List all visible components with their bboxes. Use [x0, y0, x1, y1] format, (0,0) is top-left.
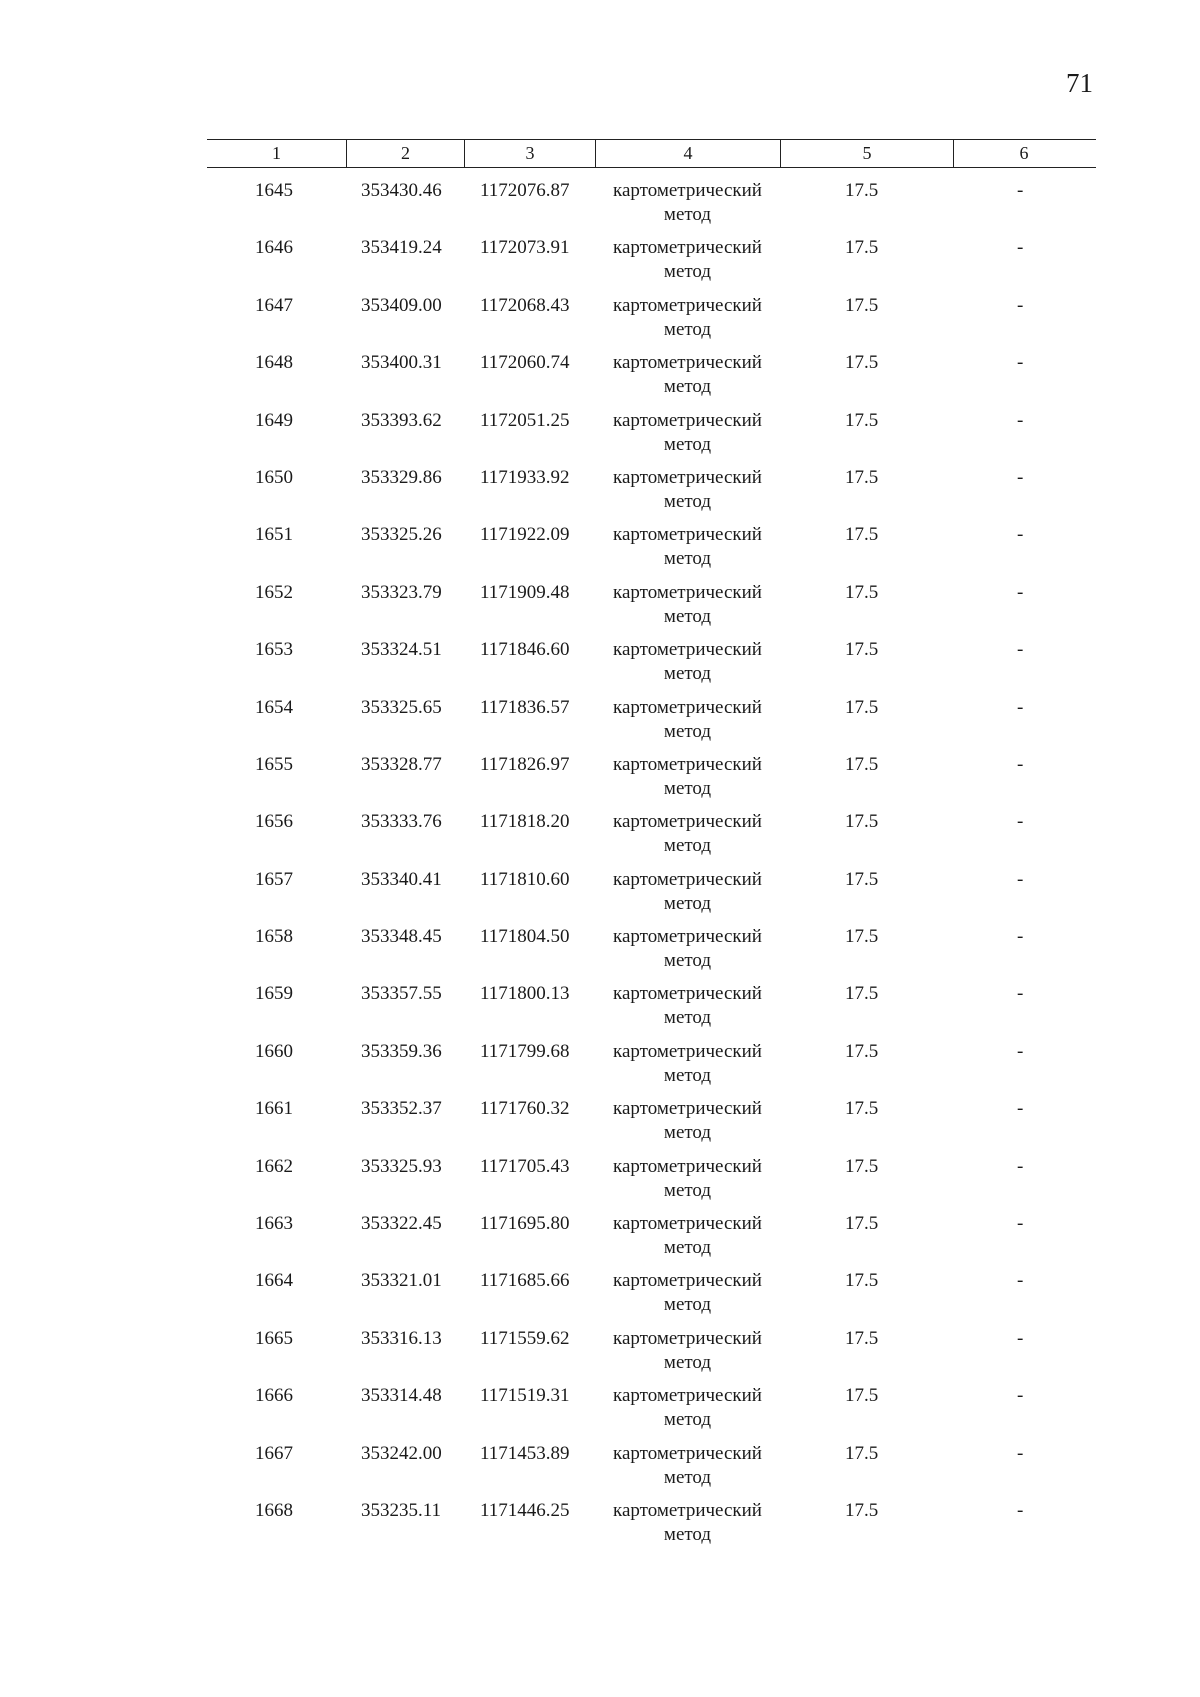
- method-line: метод: [663, 1409, 712, 1431]
- table-row: [0, 982, 1200, 1039]
- table-row: [0, 1327, 1200, 1384]
- table-row: [0, 466, 1200, 523]
- accuracy-cell: 17.5: [845, 294, 879, 316]
- y-coordinate-cell: 1171800.13: [480, 983, 570, 1005]
- header-col-4: 4: [596, 140, 781, 167]
- y-coordinate-cell: 1171810.60: [480, 868, 570, 890]
- accuracy-cell: 17.5: [845, 1442, 879, 1464]
- note-cell: -: [1017, 1155, 1024, 1177]
- accuracy-cell: 17.5: [845, 811, 879, 833]
- method-line: картометрический: [613, 180, 762, 201]
- point-number-cell: 1660: [255, 1040, 293, 1062]
- point-number-cell: 1649: [255, 409, 293, 431]
- table-row: [0, 1499, 1200, 1556]
- accuracy-cell: 17.5: [845, 1098, 879, 1120]
- method-line: метод: [663, 892, 712, 914]
- method-line: картометрический: [613, 639, 762, 661]
- accuracy-cell: 17.5: [845, 983, 879, 1005]
- method-line: картометрический: [613, 294, 762, 316]
- x-coordinate-cell: 353242.00: [361, 1442, 442, 1464]
- method-line: метод: [663, 950, 712, 972]
- table-row: [0, 1155, 1200, 1212]
- accuracy-cell: 17.5: [845, 639, 879, 661]
- method-line: метод: [663, 1294, 712, 1316]
- y-coordinate-cell: 1171453.89: [480, 1442, 570, 1464]
- accuracy-cell: 17.5: [845, 581, 879, 603]
- point-number-cell: 1664: [255, 1270, 293, 1292]
- y-coordinate-cell: 1171519.31: [480, 1385, 570, 1407]
- table-row: [0, 581, 1200, 638]
- y-coordinate-cell: 1171705.43: [480, 1155, 570, 1177]
- method-line: метод: [663, 835, 712, 857]
- method-line: метод: [663, 318, 712, 340]
- method-line: метод: [663, 1064, 712, 1086]
- table-row: [0, 696, 1200, 753]
- x-coordinate-cell: 353357.55: [361, 983, 442, 1005]
- table-header: [207, 139, 1096, 168]
- y-coordinate-cell: 1171804.50: [480, 926, 570, 948]
- note-cell: -: [1017, 352, 1024, 374]
- header-col-2: 2: [347, 140, 465, 167]
- y-coordinate-cell: 1171760.32: [480, 1098, 570, 1120]
- table-row: [0, 1269, 1200, 1326]
- method-cell: [599, 1499, 776, 1547]
- accuracy-cell: 17.5: [845, 1385, 879, 1407]
- x-coordinate-cell: 353409.00: [361, 294, 442, 316]
- accuracy-cell: 17.5: [845, 868, 879, 890]
- point-number-cell: 1662: [255, 1155, 293, 1177]
- x-coordinate-cell: 353316.13: [361, 1327, 442, 1349]
- note-cell: -: [1017, 926, 1024, 948]
- method-line: картометрический: [613, 983, 762, 1005]
- method-cell: [599, 1212, 776, 1260]
- note-cell: -: [1017, 1442, 1024, 1464]
- point-number-cell: 1661: [255, 1098, 293, 1120]
- header-col-6: 6: [1019, 143, 1029, 163]
- accuracy-cell: 17.5: [845, 753, 879, 775]
- x-coordinate-cell: 353321.01: [361, 1270, 442, 1292]
- method-cell: [599, 1327, 776, 1375]
- method-line: метод: [663, 490, 712, 512]
- note-cell: -: [1017, 524, 1024, 546]
- point-number-cell: 1651: [255, 524, 293, 546]
- page-number: 71: [1066, 68, 1093, 98]
- accuracy-cell: 17.5: [845, 1327, 879, 1349]
- x-coordinate-cell: 353322.45: [361, 1213, 442, 1235]
- table-row: [0, 753, 1200, 810]
- method-line: метод: [663, 777, 712, 799]
- accuracy-cell: 17.5: [845, 466, 879, 488]
- method-line: картометрический: [613, 466, 762, 488]
- x-coordinate-cell: 353325.65: [361, 696, 442, 718]
- method-line: метод: [663, 204, 712, 225]
- method-line: картометрический: [613, 352, 762, 374]
- method-line: картометрический: [613, 1270, 762, 1292]
- note-cell: -: [1017, 1098, 1024, 1120]
- method-line: метод: [663, 1237, 712, 1259]
- accuracy-cell: 17.5: [845, 237, 879, 259]
- table-row: [0, 868, 1200, 925]
- table-row: [0, 1384, 1200, 1441]
- method-line: картометрический: [613, 524, 762, 546]
- x-coordinate-cell: 353324.51: [361, 639, 442, 661]
- accuracy-cell: 17.5: [845, 696, 879, 718]
- accuracy-cell: 17.5: [845, 1499, 879, 1521]
- table-row: [0, 409, 1200, 466]
- note-cell: -: [1017, 753, 1024, 775]
- x-coordinate-cell: 353359.36: [361, 1040, 442, 1062]
- note-cell: -: [1017, 868, 1024, 890]
- method-cell: [599, 1097, 776, 1145]
- point-number-cell: 1653: [255, 639, 293, 661]
- method-cell: [599, 868, 776, 916]
- method-line: картометрический: [613, 811, 762, 833]
- table-row: [0, 1040, 1200, 1097]
- y-coordinate-cell: 1171922.09: [480, 524, 570, 546]
- method-line: метод: [663, 605, 712, 627]
- x-coordinate-cell: 353333.76: [361, 811, 442, 833]
- y-coordinate-cell: 1171695.80: [480, 1213, 570, 1235]
- accuracy-cell: 17.5: [845, 1213, 879, 1235]
- method-line: картометрический: [613, 1098, 762, 1120]
- x-coordinate-cell: 353352.37: [361, 1098, 442, 1120]
- method-line: картометрический: [613, 581, 762, 603]
- method-cell: [599, 1384, 776, 1432]
- point-number-cell: 1654: [255, 696, 293, 718]
- table-row: [0, 351, 1200, 408]
- note-cell: -: [1017, 1040, 1024, 1062]
- x-coordinate-cell: 353348.45: [361, 926, 442, 948]
- method-line: картометрический: [613, 753, 762, 775]
- table-row: [0, 925, 1200, 982]
- accuracy-cell: 17.5: [845, 1040, 879, 1062]
- method-line: метод: [663, 1351, 712, 1373]
- header-col-3: 3: [465, 140, 596, 167]
- accuracy-cell: 17.5: [845, 352, 879, 374]
- method-line: метод: [663, 1466, 712, 1488]
- accuracy-cell: 17.5: [845, 1270, 879, 1292]
- method-line: метод: [663, 720, 712, 742]
- y-coordinate-cell: 1172068.43: [480, 294, 570, 316]
- method-line: картометрический: [613, 926, 762, 948]
- method-cell: [599, 1155, 776, 1203]
- table-row: [0, 294, 1200, 351]
- y-coordinate-cell: 1172076.87: [480, 180, 570, 201]
- header-col-5: 5: [781, 140, 954, 167]
- method-cell: [599, 581, 776, 629]
- table-row: [0, 179, 1200, 236]
- x-coordinate-cell: 353340.41: [361, 868, 442, 890]
- method-cell: [599, 466, 776, 514]
- point-number-cell: 1657: [255, 868, 293, 890]
- note-cell: -: [1017, 180, 1024, 201]
- point-number-cell: 1663: [255, 1213, 293, 1235]
- table-row: [0, 1097, 1200, 1154]
- method-line: метод: [663, 1523, 712, 1545]
- method-line: метод: [663, 1122, 712, 1144]
- x-coordinate-cell: 353323.79: [361, 581, 442, 603]
- note-cell: -: [1017, 1385, 1024, 1407]
- method-line: картометрический: [613, 1155, 762, 1177]
- y-coordinate-cell: 1171846.60: [480, 639, 570, 661]
- method-cell: [599, 523, 776, 571]
- method-line: метод: [663, 261, 712, 283]
- note-cell: -: [1017, 1270, 1024, 1292]
- x-coordinate-cell: 353400.31: [361, 352, 442, 374]
- y-coordinate-cell: 1171446.25: [480, 1499, 570, 1521]
- accuracy-cell: 17.5: [845, 524, 879, 546]
- method-cell: [599, 179, 776, 227]
- x-coordinate-cell: 353325.26: [361, 524, 442, 546]
- point-number-cell: 1647: [255, 294, 293, 316]
- note-cell: -: [1017, 1213, 1024, 1235]
- note-cell: -: [1017, 1499, 1024, 1521]
- method-cell: [599, 1269, 776, 1317]
- note-cell: -: [1017, 983, 1024, 1005]
- point-number-cell: 1656: [255, 811, 293, 833]
- y-coordinate-cell: 1171826.97: [480, 753, 570, 775]
- point-number-cell: 1666: [255, 1385, 293, 1407]
- point-number-cell: 1652: [255, 581, 293, 603]
- method-line: метод: [663, 376, 712, 398]
- header-col-1: 1: [207, 140, 347, 167]
- table-row: [0, 810, 1200, 867]
- method-line: картометрический: [613, 1442, 762, 1464]
- method-cell: [599, 696, 776, 744]
- method-cell: [599, 925, 776, 973]
- note-cell: -: [1017, 811, 1024, 833]
- method-line: метод: [663, 433, 712, 455]
- method-cell: [599, 236, 776, 284]
- accuracy-cell: 17.5: [845, 180, 879, 201]
- point-number-cell: 1668: [255, 1499, 293, 1521]
- method-cell: [599, 982, 776, 1030]
- x-coordinate-cell: 353329.86: [361, 466, 442, 488]
- y-coordinate-cell: 1171933.92: [480, 466, 570, 488]
- method-line: картометрический: [613, 1385, 762, 1407]
- method-cell: [599, 351, 776, 399]
- method-line: метод: [663, 1007, 712, 1029]
- x-coordinate-cell: 353419.24: [361, 237, 442, 259]
- x-coordinate-cell: 353314.48: [361, 1385, 442, 1407]
- table-body: [0, 179, 1200, 1556]
- table-row: [0, 1212, 1200, 1269]
- method-cell: [599, 409, 776, 457]
- point-number-cell: 1658: [255, 926, 293, 948]
- y-coordinate-cell: 1171559.62: [480, 1327, 570, 1349]
- accuracy-cell: 17.5: [845, 926, 879, 948]
- point-number-cell: 1650: [255, 466, 293, 488]
- y-coordinate-cell: 1171685.66: [480, 1270, 570, 1292]
- point-number-cell: 1648: [255, 352, 293, 374]
- table-row: [0, 523, 1200, 580]
- method-line: метод: [663, 663, 712, 685]
- method-cell: [599, 294, 776, 342]
- table-row: [0, 236, 1200, 293]
- y-coordinate-cell: 1171836.57: [480, 696, 570, 718]
- note-cell: -: [1017, 581, 1024, 603]
- table-row: [0, 638, 1200, 695]
- point-number-cell: 1655: [255, 753, 293, 775]
- note-cell: -: [1017, 294, 1024, 316]
- y-coordinate-cell: 1171909.48: [480, 581, 570, 603]
- point-number-cell: 1646: [255, 237, 293, 259]
- x-coordinate-cell: 353393.62: [361, 409, 442, 431]
- method-line: картометрический: [613, 1213, 762, 1235]
- method-line: картометрический: [613, 696, 762, 718]
- accuracy-cell: 17.5: [845, 409, 879, 431]
- x-coordinate-cell: 353328.77: [361, 753, 442, 775]
- note-cell: -: [1017, 466, 1024, 488]
- method-line: картометрический: [613, 1499, 762, 1521]
- method-line: картометрический: [613, 409, 762, 431]
- method-cell: [599, 1442, 776, 1490]
- y-coordinate-cell: 1172060.74: [480, 352, 570, 374]
- note-cell: -: [1017, 409, 1024, 431]
- note-cell: -: [1017, 696, 1024, 718]
- method-line: метод: [663, 548, 712, 570]
- y-coordinate-cell: 1171799.68: [480, 1040, 570, 1062]
- y-coordinate-cell: 1172073.91: [480, 237, 570, 259]
- note-cell: -: [1017, 639, 1024, 661]
- note-cell: -: [1017, 237, 1024, 259]
- method-line: картометрический: [613, 237, 762, 259]
- method-cell: [599, 1040, 776, 1088]
- method-line: картометрический: [613, 1327, 762, 1349]
- point-number-cell: 1665: [255, 1327, 293, 1349]
- method-line: метод: [663, 1179, 712, 1201]
- method-cell: [599, 810, 776, 858]
- point-number-cell: 1659: [255, 983, 293, 1005]
- point-number-cell: 1645: [255, 180, 293, 201]
- method-cell: [599, 638, 776, 686]
- method-cell: [599, 753, 776, 801]
- method-line: картометрический: [613, 1040, 762, 1062]
- method-line: картометрический: [613, 868, 762, 890]
- accuracy-cell: 17.5: [845, 1155, 879, 1177]
- note-cell: -: [1017, 1327, 1024, 1349]
- y-coordinate-cell: 1172051.25: [480, 409, 570, 431]
- x-coordinate-cell: 353235.11: [361, 1499, 442, 1521]
- x-coordinate-cell: 353430.46: [361, 180, 442, 201]
- x-coordinate-cell: 353325.93: [361, 1155, 442, 1177]
- point-number-cell: 1667: [255, 1442, 293, 1464]
- y-coordinate-cell: 1171818.20: [480, 811, 570, 833]
- table-row: [0, 1442, 1200, 1499]
